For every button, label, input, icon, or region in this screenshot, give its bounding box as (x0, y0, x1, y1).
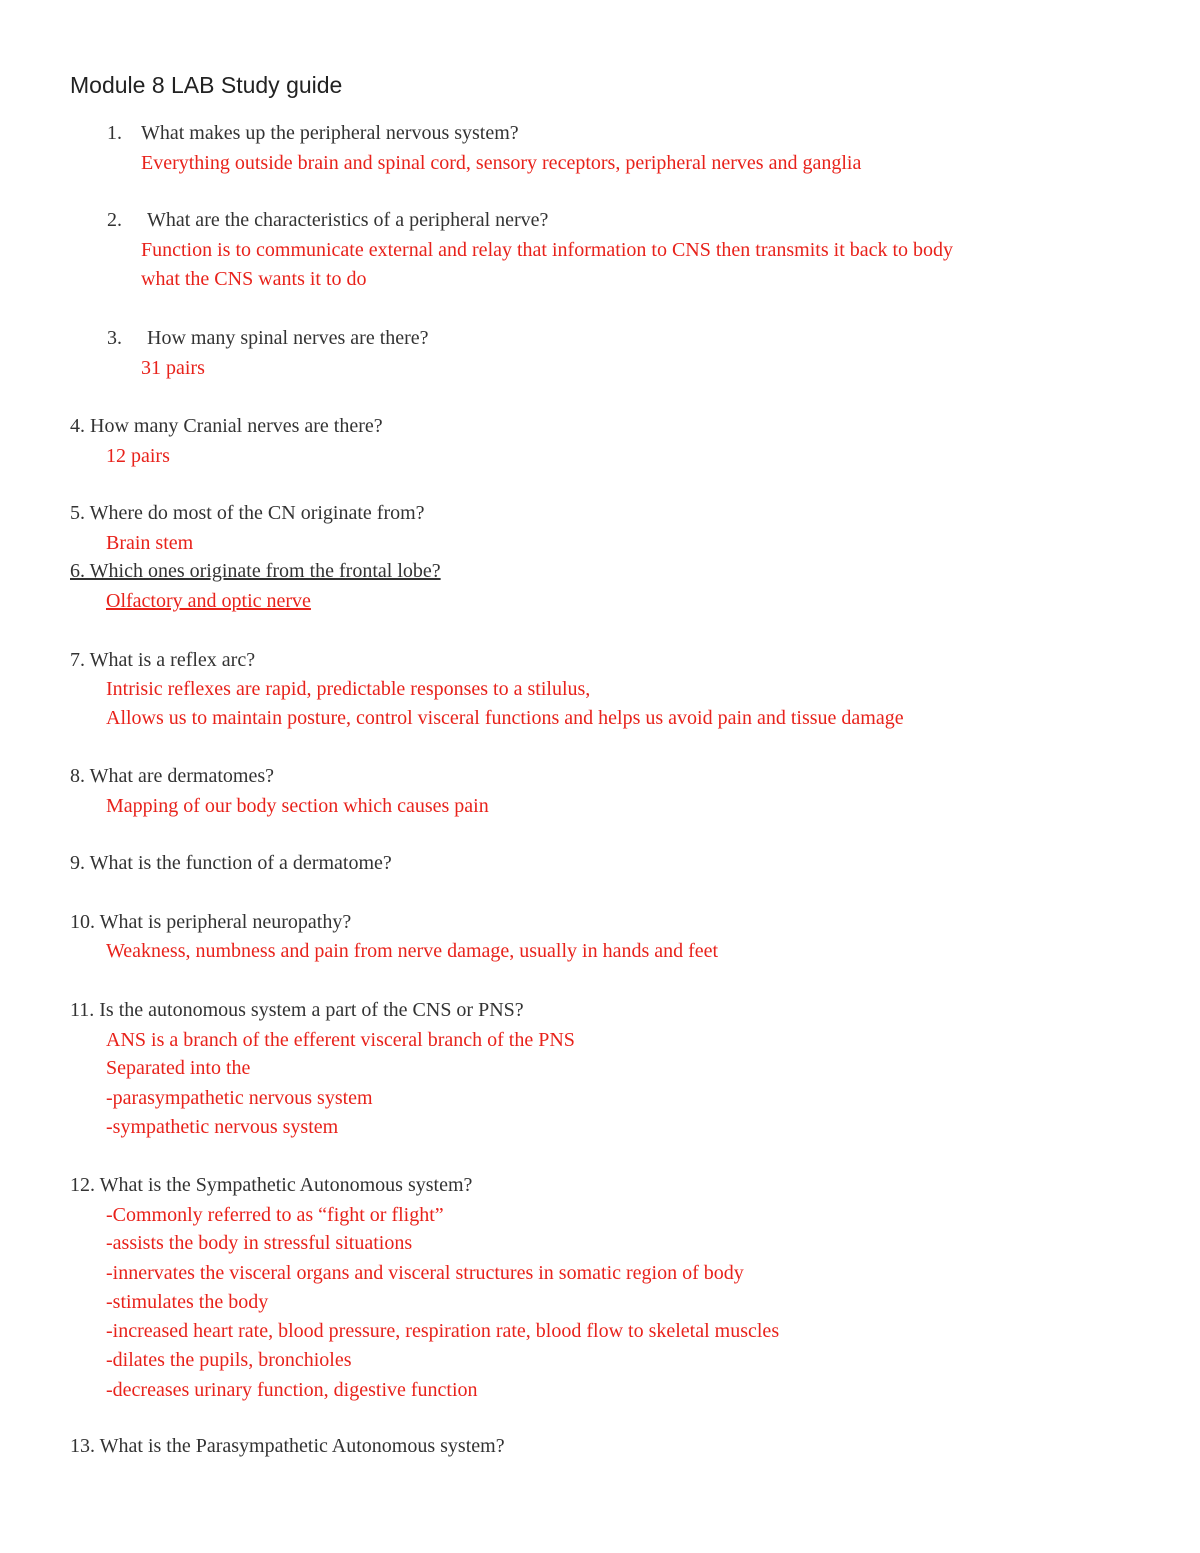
question-1-number: 1. (107, 122, 122, 144)
answer-11-line-2: Separated into the (106, 1057, 251, 1079)
document-title: Module 8 LAB Study guide (70, 72, 343, 98)
answer-7-line-1: Intrisic reflexes are rapid, predictable responses to a stilulus, (106, 678, 591, 700)
question-1 (107, 119, 519, 148)
question-2-text: What are the characteristics of a peripheral nerve? (147, 209, 549, 231)
answer-1-line-1: Everything outside brain and spinal cord, sensory receptors, peripheral nerves and ganglia (141, 152, 862, 174)
answer-11-line-4: -sympathetic nervous system (106, 1116, 339, 1138)
answer-5-line-1: Brain stem (106, 532, 194, 554)
question-4: 4. How many Cranial nerves are there? (70, 415, 383, 437)
answer-3-line-1: 31 pairs (141, 357, 205, 379)
question-6: 6. Which ones originate from the frontal lobe? (70, 560, 441, 582)
question-7: 7. What is a reflex arc? (70, 649, 256, 671)
answer-2-line-1: Function is to communicate external and relay that information to CNS then transmits it back to body (141, 239, 954, 261)
answer-7-line-2: Allows us to maintain posture, control visceral functions and helps us avoid pain and tissue damage (106, 707, 904, 729)
question-3-number: 3. (107, 327, 122, 349)
question-9: 9. What is the function of a dermatome? (70, 852, 392, 874)
question-13: 13. What is the Parasympathetic Autonomous system? (70, 1435, 505, 1457)
answer-8-line-1: Mapping of our body section which causes pain (106, 795, 489, 817)
answer-12-line-3: -innervates the visceral organs and visceral structures in somatic region of body (106, 1262, 744, 1284)
answer-10-line-1: Weakness, numbness and pain from nerve damage, usually in hands and feet (106, 940, 719, 962)
question-3-text: How many spinal nerves are there? (147, 327, 429, 349)
answer-12-line-5: -increased heart rate, blood pressure, respiration rate, blood flow to skeletal muscles (106, 1320, 780, 1342)
question-3 (107, 324, 429, 353)
answer-12-line-2: -assists the body in stressful situations (106, 1232, 413, 1254)
answer-12-line-7: -decreases urinary function, digestive function (106, 1379, 478, 1401)
question-12: 12. What is the Sympathetic Autonomous system? (70, 1174, 473, 1196)
answer-12-line-1: -Commonly referred to as “fight or flight” (106, 1204, 444, 1226)
answer-2-line-2: what the CNS wants it to do (141, 268, 367, 290)
question-2-number: 2. (107, 209, 122, 231)
answer-6-line-1: Olfactory and optic nerve (106, 590, 311, 612)
answer-12-line-4: -stimulates the body (106, 1291, 269, 1313)
answer-11-line-3: -parasympathetic nervous system (106, 1087, 373, 1109)
question-2 (107, 206, 548, 235)
answer-12-line-6: -dilates the pupils, bronchioles (106, 1349, 352, 1371)
question-11: 11. Is the autonomous system a part of the CNS or PNS? (70, 999, 524, 1021)
question-10: 10. What is peripheral neuropathy? (70, 911, 352, 933)
question-5: 5. Where do most of the CN originate from? (70, 502, 425, 524)
answer-11-line-1: ANS is a branch of the efferent visceral branch of the PNS (106, 1029, 575, 1051)
question-8: 8. What are dermatomes? (70, 765, 274, 787)
answer-4-line-1: 12 pairs (106, 445, 170, 467)
question-1-text: What makes up the peripheral nervous system? (141, 122, 519, 144)
